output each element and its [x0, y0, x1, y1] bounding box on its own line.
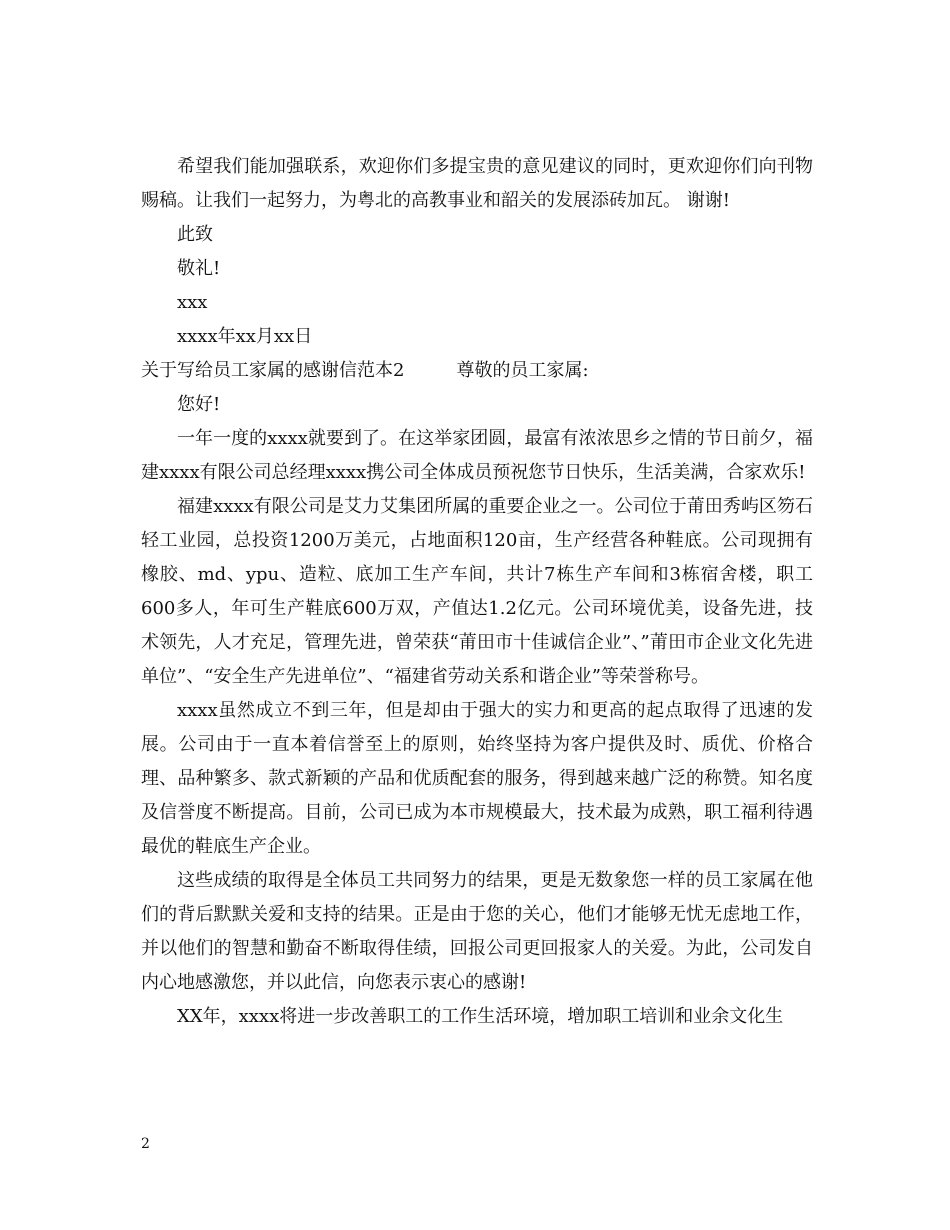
page-number: 2: [141, 1136, 150, 1152]
paragraph-company-profile: 福建xxxx有限公司是艾力艾集团所属的重要企业之一。公司位于莆田秀屿区笏石轻工业园，总投资1200万美元，占地面积120亩，生产经营各种鞋底。公司现拥有橡胶、md、ypu、造粒、底加工生产车间，共计7栋生产车间和3栋宿舍楼，职工600多人，年可生产鞋底600万双，产值达1.2亿元。公司环境优美，设备先进，技术领先，人才充足，管理先进，曾荣获“莆田市十佳诚信企业”、”莆田市企业文化先进单位”、“安全生产先进单位”、“福建省劳动关系和谐企业”等荣誉称号。: [141, 496, 813, 687]
document-body: [141, 150, 813, 1034]
paragraph-future: XX年，xxxx将进一步改善职工的工作生活环境，增加职工培训和业余文化生: [177, 1006, 784, 1027]
paragraph-development: xxxx虽然成立不到三年，但是却由于强大的实力和更高的起点取得了迅速的发展。公司由于一直本着信誉至上的原则，始终坚持为客户提供及时、质优、价格合理、品种繁多、款式新颖的产品和优质配套的服务，得到越来越广泛的称赞。知名度及信誉度不断提高。目前，公司已成为本市规模最大，技术最为成熟，职工福利待遇最优的鞋底生产企业。: [141, 700, 813, 857]
signature: xxx: [177, 292, 208, 313]
paragraph-thanks: 这些成绩的取得是全体员工共同努力的结果，更是无数象您一样的员工家属在他们的背后默默关爱和支持的结果。正是由于您的关心，他们才能够无忧无虑地工作，并以他们的智慧和勤奋不断取得佳绩，回报公司更回报家人的关爱。为此，公司发自内心地感激您，并以此信，向您表示衷心的感谢!: [141, 870, 813, 993]
closing-line-2: 敬礼!: [177, 258, 221, 279]
heading-line: [141, 354, 813, 388]
letter-title: 关于写给员工家属的感谢信范本2: [141, 360, 405, 381]
salutation: 尊敬的员工家属:: [456, 360, 589, 381]
paragraph-contact: 希望我们能加强联系，欢迎你们多提宝贵的意见建议的同时，更欢迎你们向刊物赐稿。让我们一起努力，为粤北的高教事业和韶关的发展添砖加瓦。 谢谢!: [141, 156, 813, 211]
letter-date: xxxx年xx月xx日: [177, 326, 313, 347]
closing-line-1: 此致: [177, 224, 213, 245]
paragraph-festival: 一年一度的xxxx就要到了。在这举家团圆，最富有浓浓思乡之情的节日前夕，福建xxxx有限公司总经理xxxx携公司全体成员预祝您节日快乐，生活美满，合家欢乐!: [141, 428, 813, 483]
greeting: 您好!: [177, 394, 221, 415]
